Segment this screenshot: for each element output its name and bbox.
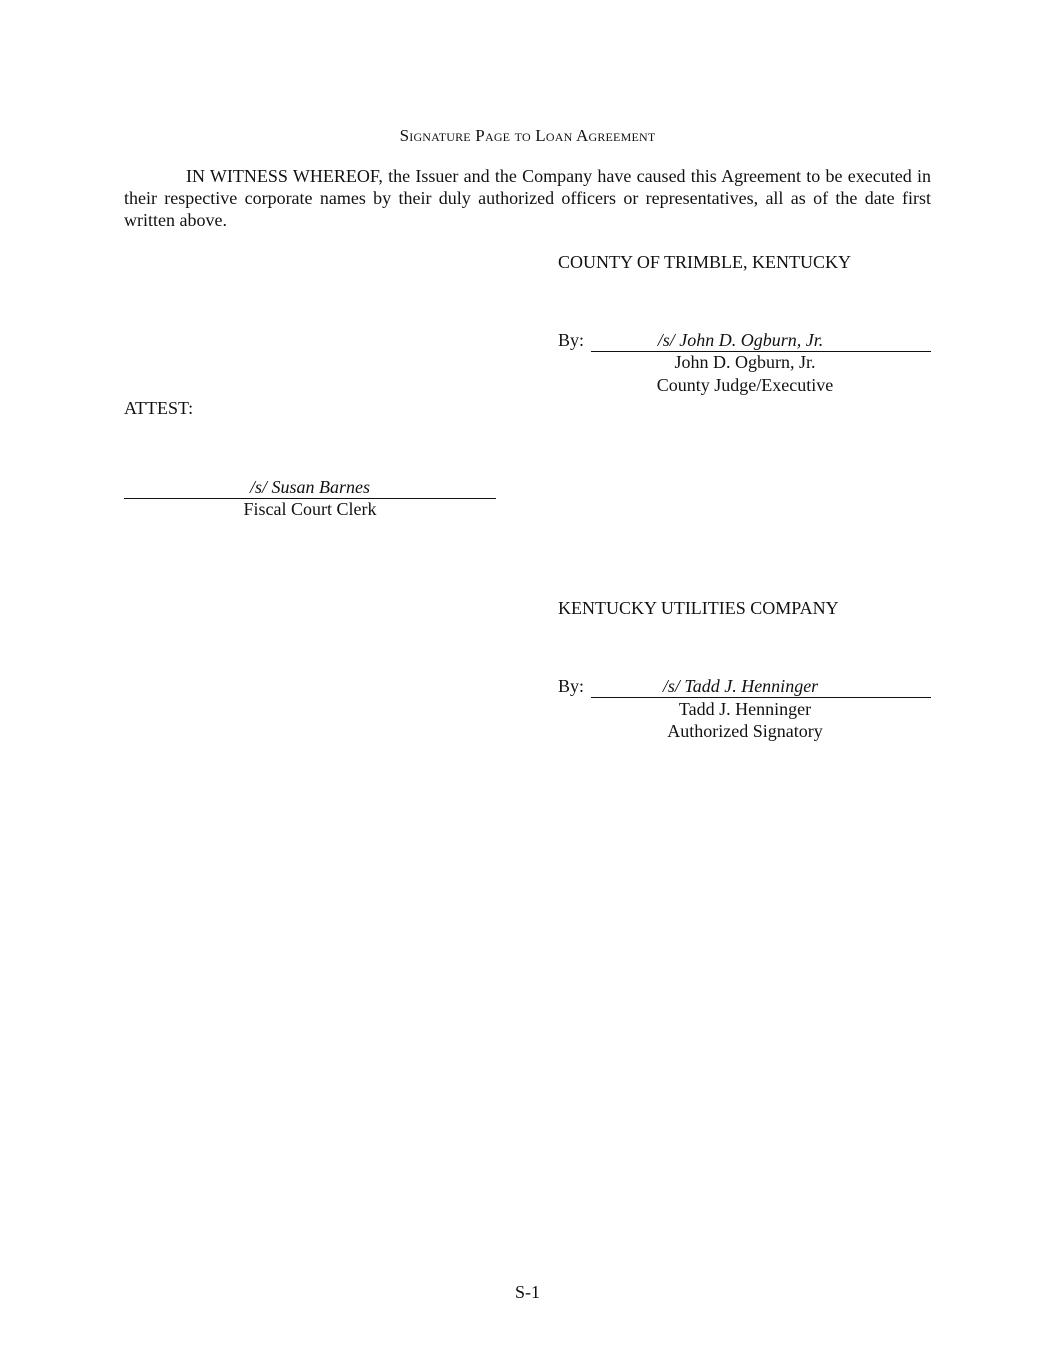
issuer-by-label: By: xyxy=(558,330,585,350)
issuer-signer-name: John D. Ogburn, Jr. xyxy=(674,352,816,372)
witness-paragraph: IN WITNESS WHEREOF, the Issuer and the Company have caused this Agreement to be executed in their respective corporate names by their duly authorized officers or representatives, all as of the date first written above. xyxy=(124,166,931,230)
issuer-signature: /s/ John D. Ogburn, Jr. xyxy=(657,330,824,350)
company-signature-line xyxy=(591,676,931,698)
issuer-signer-title: County Judge/Executive xyxy=(656,375,834,395)
attest-signature-line xyxy=(124,477,496,499)
company-signature-row xyxy=(558,675,932,698)
company-signature: /s/ Tadd J. Henninger xyxy=(662,676,819,696)
company-signer-title: Authorized Signatory xyxy=(667,721,823,741)
attest-signer-title: Fiscal Court Clerk xyxy=(243,499,377,519)
company-signer-name: Tadd J. Henninger xyxy=(678,699,812,719)
issuer-entity-name: COUNTY OF TRIMBLE, KENTUCKY xyxy=(558,252,852,272)
company-by-label: By: xyxy=(558,676,585,696)
company-entity-name: KENTUCKY UTILITIES COMPANY xyxy=(558,598,839,618)
issuer-signature-row xyxy=(558,329,932,352)
attest-signature-row xyxy=(124,476,496,499)
page-heading: Signature Page to Loan Agreement xyxy=(399,126,656,145)
page-number: S-1 xyxy=(514,1282,540,1302)
attest-label: ATTEST: xyxy=(124,398,194,418)
issuer-signature-line xyxy=(591,330,931,352)
attest-signature: /s/ Susan Barnes xyxy=(249,477,370,497)
